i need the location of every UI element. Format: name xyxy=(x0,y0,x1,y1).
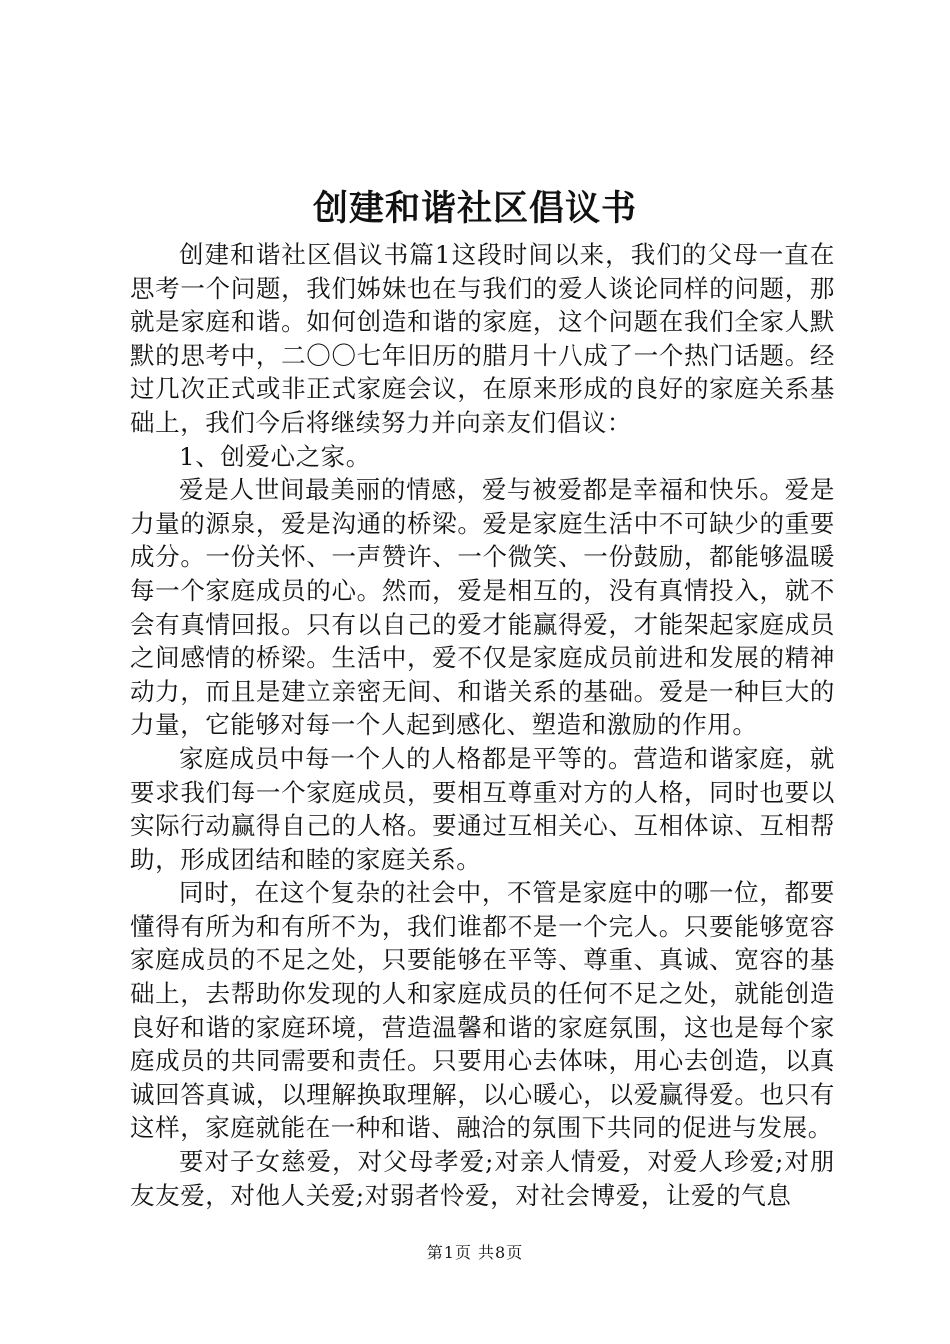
paragraph-love: 爱是人世间最美丽的情感，爱与被爱都是幸福和快乐。爱是力量的源泉，爱是沟通的桥梁。爱是家庭生活中不可缺少的重要成分。一份关怀、一声赞许、一个微笑、一份鼓励，都能够温暖每一个家庭成员的心。然而，爱是相互的，没有真情投入，就不会有真情回报。只有以自己的爱才能赢得爱，才能架起家庭成员之间感情的桥梁。生活中，爱不仅是家庭成员前进和发展的精神动力，而且是建立亲密无间、和谐关系的基础。爱是一种巨大的力量，它能够对每一个人起到感化、塑造和激励的作用。 xyxy=(130,475,835,740)
paragraph-equality: 家庭成员中每一个人的人格都是平等的。营造和谐家庭，就要求我们每一个家庭成员，要相互尊重对方的人格，同时也要以实际行动赢得自己的人格。要通过互相关心、互相体谅、互相帮助，形成团结和睦的家庭关系。 xyxy=(130,743,835,874)
page-footer: 第1页 共8页 xyxy=(426,1243,524,1262)
page-title: 创建和谐社区倡议书 xyxy=(312,188,637,229)
paragraph-heading-1: 1、创爱心之家。 xyxy=(179,441,371,471)
document-body xyxy=(130,238,835,1212)
paragraph-care: 要对子女慈爱，对父母孝爱;对亲人情爱，对爱人珍爱;对朋友友爱，对他人关爱;对弱者怜爱，对社会博爱，让爱的气息 xyxy=(130,1147,835,1210)
paragraph-tolerance: 同时，在这个复杂的社会中，不管是家庭中的哪一位，都要懂得有所为和有所不为，我们谁都不是一个完人。只要能够宽容家庭成员的不足之处，只要能够在平等、尊重、真诚、宽容的基础上，去帮助你发现的人和家庭成员的任何不足之处，就能创造良好和谐的家庭环境，营造温馨和谐的家庭氛围，这也是每个家庭成员的共同需要和责任。只要用心去体味，用心去创造，以真诚回答真诚，以理解换取理解，以心暖心，以爱赢得爱。也只有这样，家庭就能在一种和谐、融洽的氛围下共同的促进与发展。 xyxy=(130,878,835,1143)
paragraph-intro: 创建和谐社区倡议书篇1这段时间以来，我们的父母一直在思考一个问题，我们姊妹也在与我们的爱人谈论同样的问题，那就是家庭和谐。如何创造和谐的家庭，这个问题在我们全家人默默的思考中，二〇〇七年旧历的腊月十八成了一个热门话题。经过几次正式或非正式家庭会议，在原来形成的良好的家庭关系基础上，我们今后将继续努力并向亲友们倡议： xyxy=(130,240,835,437)
